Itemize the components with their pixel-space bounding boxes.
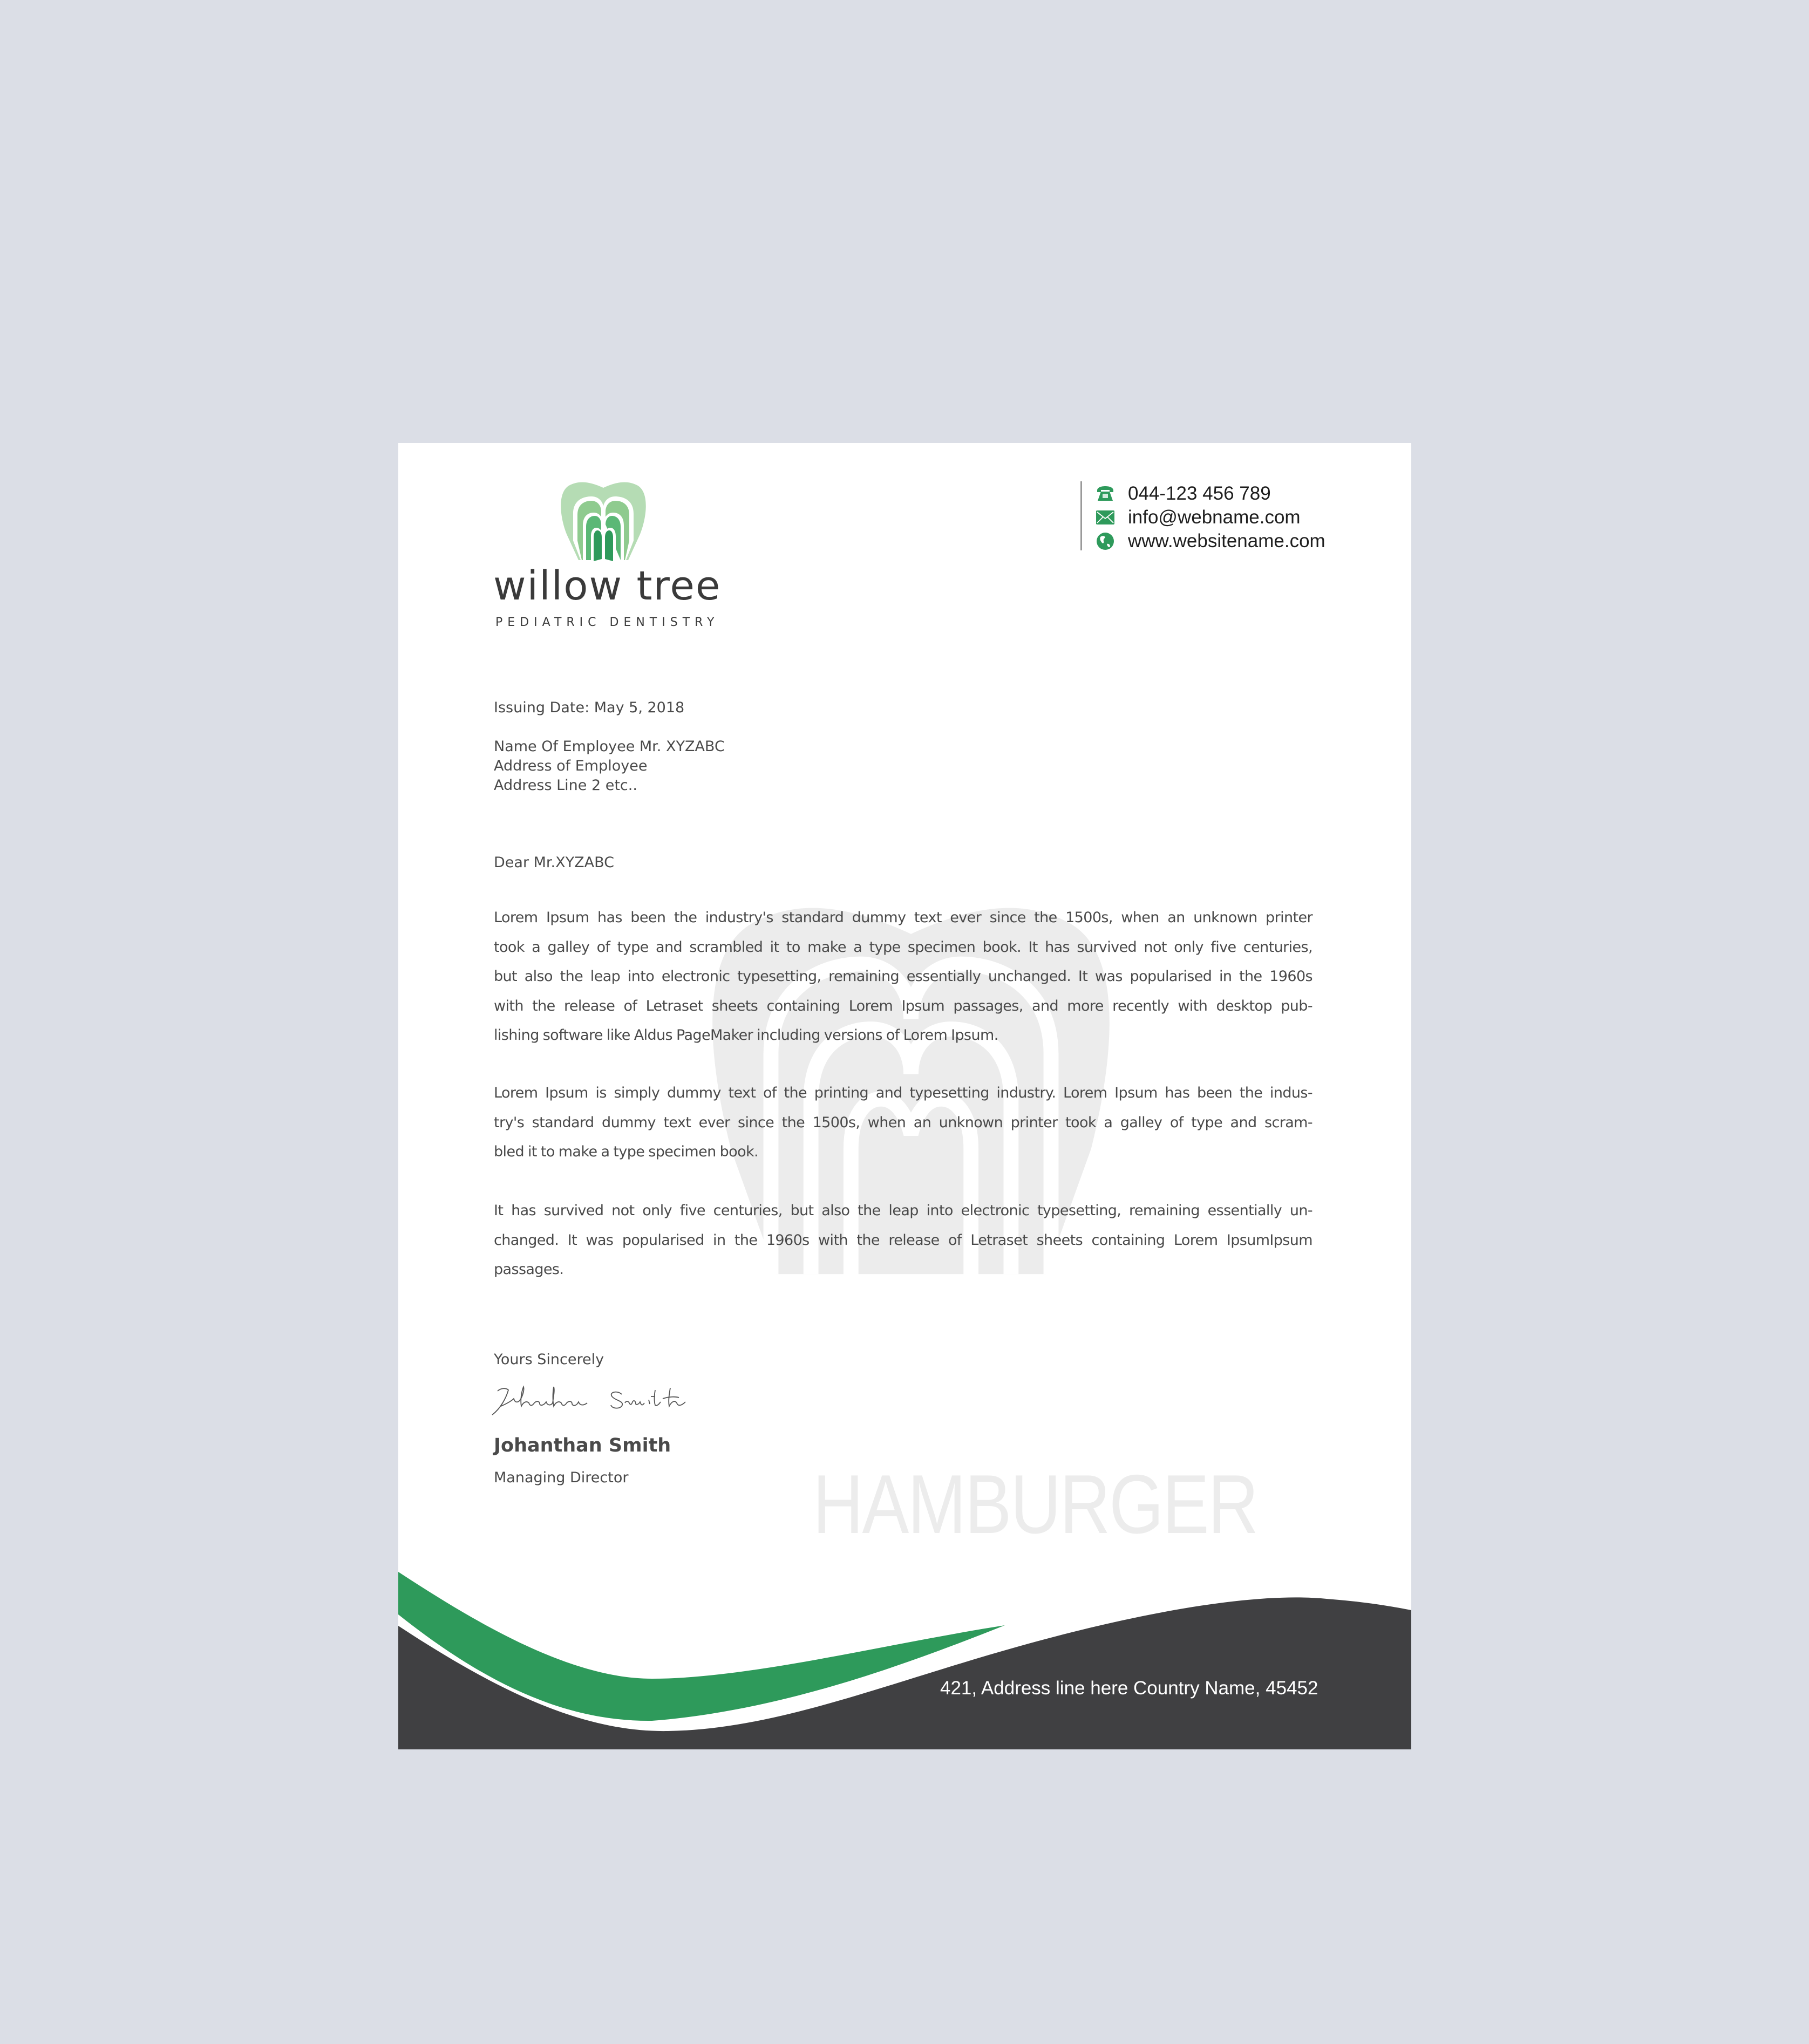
- watermark-text: HAMBURGER: [813, 1457, 1257, 1551]
- recipient-block: [494, 737, 725, 795]
- contact-phone: [1096, 482, 1325, 506]
- contact-website-text[interactable]: www.websitename.com: [1128, 530, 1325, 551]
- contact-email: [1096, 506, 1325, 529]
- recipient-address-line-1: Address of Employee: [494, 758, 648, 774]
- contact-list: [1096, 482, 1325, 553]
- body-paragraph-3: [494, 1196, 1312, 1285]
- paragraph-line: Lorem Ipsum has been the industry's standard dummy text ever since the 1500s, when an unknown printer: [494, 909, 1312, 926]
- signer-name: Johanthan Smith: [494, 1435, 671, 1456]
- paragraph-line: bled it to make a type specimen book.: [494, 1143, 759, 1160]
- body-paragraph-2: [494, 1079, 1312, 1167]
- letterhead-page: [398, 443, 1411, 1749]
- globe-icon: [1096, 532, 1114, 550]
- paragraph-line: try's standard dummy text ever since the 1500s, when an unknown printer took a galley of type and scram-: [494, 1114, 1312, 1131]
- paragraph-line: with the release of Letraset sheets containing Lorem Ipsum passages, and more recently with desktop pub-: [494, 997, 1312, 1014]
- email-icon: [1096, 508, 1114, 527]
- footer-address: 421, Address line here Country Name, 45452: [940, 1678, 1318, 1699]
- footer-wave: [398, 1549, 1411, 1749]
- brand-tagline: PEDIATRIC DENTISTRY: [495, 616, 719, 629]
- contact-website: [1096, 529, 1325, 553]
- closing: Yours Sincerely: [494, 1351, 604, 1368]
- paragraph-line: took a galley of type and scrambled it to make a type specimen book. It has survived not only five centuries,: [494, 938, 1312, 956]
- recipient-name: Name Of Employee Mr. XYZABC: [494, 738, 725, 755]
- contact-email-text[interactable]: info@webname.com: [1128, 507, 1301, 528]
- recipient-address-line-2: Address Line 2 etc..: [494, 777, 637, 794]
- handwritten-signature: [490, 1385, 727, 1417]
- contact-divider: [1080, 481, 1082, 550]
- paragraph-line: passages.: [494, 1261, 564, 1278]
- contact-phone-text[interactable]: 044-123 456 789: [1128, 483, 1271, 504]
- tooth-logo-icon: [557, 480, 650, 569]
- signer-title: Managing Director: [494, 1469, 629, 1486]
- phone-icon: [1096, 485, 1114, 503]
- paragraph-line: changed. It was popularised in the 1960s with the release of Letraset sheets containing Lorem IpsumIpsum: [494, 1231, 1312, 1249]
- paragraph-line: It has survived not only five centuries, but also the leap into electronic typesetting, remaining essentially un-: [494, 1202, 1312, 1219]
- paragraph-line: but also the leap into electronic typesetting, remaining essentially unchanged. It was popularised in the 1960s: [494, 968, 1312, 985]
- brand-name: willow tree: [493, 563, 722, 609]
- paragraph-line: Lorem Ipsum is simply dummy text of the printing and typesetting industry. Lorem Ipsum has been the indus-: [494, 1085, 1312, 1101]
- paragraph-line: lishing software like Aldus PageMaker including versions of Lorem Ipsum.: [494, 1027, 998, 1044]
- salutation: Dear Mr.XYZABC: [494, 854, 614, 871]
- body-paragraph-1: [494, 903, 1312, 1051]
- issue-date: Issuing Date: May 5, 2018: [494, 699, 685, 716]
